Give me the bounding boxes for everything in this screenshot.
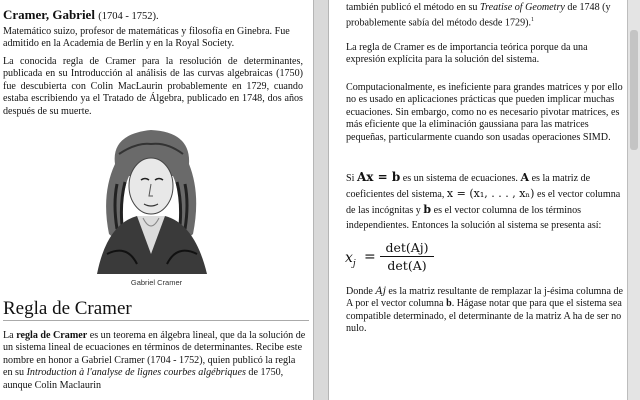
theory-paragraph: La regla de Cramer es de importancia teórica porque da una expresión explícita para la solución del sistema. (346, 42, 588, 66)
def-text-1: es la matriz resultante de remplazar la j-ésima columna de A por el vector columna (346, 286, 623, 310)
system-si: Si (346, 173, 355, 184)
portrait-caption: Gabriel Cramer (130, 278, 183, 287)
continuation-paragraph (346, 2, 622, 30)
system-text-3: es el vector columna de las incógnitas y (346, 189, 621, 216)
page-gutter (313, 0, 329, 400)
scrollbar-thumb[interactable] (630, 30, 638, 150)
left-page (0, 0, 313, 400)
equation-ax-b: Ax = b (356, 170, 401, 184)
intro-italic-title: Introduction à l'analyse de lignes courbes algébriques (26, 367, 246, 379)
formula-fraction-bar (380, 256, 434, 257)
def-text-2: . Hágase notar que para que el sistema sea compatible determinado, el determinante de la matriz A ha de ser no nulo. (346, 298, 622, 335)
intro-paragraph (3, 330, 307, 392)
cramer-portrait-image (67, 124, 235, 274)
bio-name: Cramer, Gabriel (3, 7, 95, 22)
cont-italic-title: Treatise of Geometry (480, 2, 565, 13)
def-b-symbol: b (446, 298, 452, 310)
bio-paragraph-2: La conocida regla de Cramer para la resolución de determinantes, publicada en su Introducción al análisis de las curvas algebraicas (1750) fue descubierta con Colin MacLaurin probablemente en 1729, cuando estaba escribiendo ya el Tratado de Álgebra, publicado en 1748, dos años después de su muerte. (3, 56, 303, 117)
cont-text-b: de 1748 (y probablemente sabía del método desde 1729). (346, 2, 611, 29)
bio-years: (1704 - 1752). (98, 11, 159, 22)
section-divider (3, 320, 309, 321)
system-text-1: es un sistema de ecuaciones. (402, 173, 518, 184)
formula-x: x (345, 250, 353, 266)
intro-text-a: La (3, 330, 14, 341)
right-page (329, 0, 627, 400)
definition-paragraph (346, 286, 624, 336)
vector-x-definition: x = (x₁, . . . , xₙ) (446, 187, 535, 200)
formula-denominator: det(A) (387, 258, 427, 273)
intro-text-c: de 1750, aunque Colin Maclaurin (3, 367, 284, 391)
bio-title (3, 7, 159, 23)
intro-bold-term: regla de Cramer (16, 330, 88, 341)
bio-paragraph-1: Matemático suizo, profesor de matemáticas y filosofía en Ginebra. Fue admitido en la Academia de Berlín y en la Royal Society. (3, 26, 290, 50)
matrix-a-symbol: A (520, 171, 530, 184)
def-aj-symbol: Aj (375, 286, 386, 297)
formula-equals: = (364, 249, 376, 265)
system-paragraph (346, 170, 624, 233)
section-title: Regla de Cramer (3, 298, 132, 319)
intro-text-b: es un teorema en álgebra lineal, que da la solución de un sistema lineal de ecuaciones en términos de determinantes. Recibe este nombre en honor a Gabriel Cramer (1704 - 1752), quien publicó la regla en su (3, 330, 306, 379)
formula-numerator: det(Aj) (385, 240, 429, 255)
system-text-4: es el vector columna de los términos independientes. Entonces la solución al sistema se presenta así: (346, 205, 602, 231)
scrollbar[interactable] (627, 0, 640, 400)
def-donde: Donde (346, 286, 373, 297)
cont-text-a: también publicó el método en su (346, 2, 478, 13)
system-text-2: es la matriz de coeficientes del sistema, (346, 173, 591, 200)
vector-b-symbol: b (423, 203, 432, 216)
formula-sub-j: j (352, 258, 356, 269)
footnote-ref[interactable]: 1 (531, 17, 534, 24)
cramer-formula (345, 240, 465, 274)
computation-paragraph: Computacionalmente, es ineficiente para grandes matrices y por ello no es usado en aplicaciones prácticas que pueden implicar muchas ecuaciones. Sin embargo, como no es necesario pivotar matrices, es más eficiente que la eliminación gaussiana para las matrices pequeñas, particularmente cuando son usadas operaciones SIMD. (346, 82, 623, 143)
formula-lhs (345, 250, 356, 269)
